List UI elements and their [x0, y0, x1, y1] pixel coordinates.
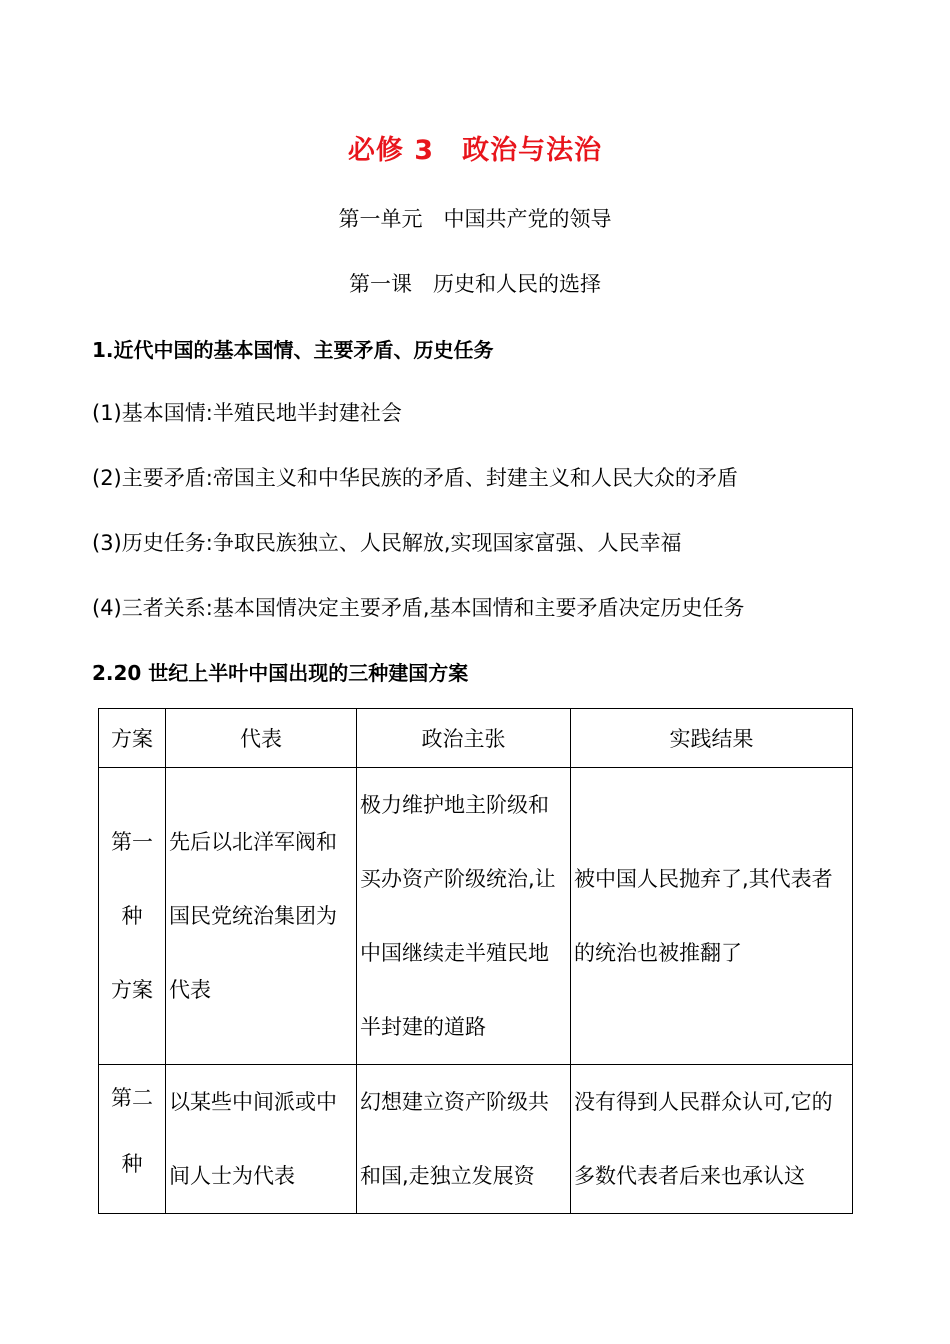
proposition-cell [357, 1065, 571, 1214]
list-item: (1)基本国情:半殖民地半封建社会 [92, 401, 402, 425]
section-heading-2: 2.20 世纪上半叶中国出现的三种建国方案 [92, 661, 469, 685]
header-cell-scheme: 方案 [99, 709, 166, 768]
table-header-row [99, 709, 853, 768]
unit-title: 第一单元 中国共产党的领导 [338, 207, 612, 231]
result-text: 没有得到人民群众认可,它的多数代表者后来也承认这 [574, 1090, 833, 1188]
list-item: (4)三者关系:基本国情决定主要矛盾,基本国情和主要矛盾决定历史任务 [92, 596, 745, 620]
header-cell-proposition: 政治主张 [357, 709, 571, 768]
scheme-text: 第一 种 方案 [111, 830, 153, 1002]
result-cell [571, 768, 853, 1065]
plans-table [98, 708, 853, 1214]
scheme-cell [99, 768, 166, 1065]
result-cell [571, 1065, 853, 1214]
scheme-text: 第二 种 [111, 1086, 153, 1176]
section-heading-1: 1.近代中国的基本国情、主要矛盾、历史任务 [92, 338, 494, 362]
representative-cell [166, 768, 357, 1065]
table-row [99, 1065, 853, 1214]
proposition-cell [357, 768, 571, 1065]
header-cell-representative: 代表 [166, 709, 357, 768]
representative-text: 以某些中间派或中间人士为代表 [169, 1090, 337, 1188]
lesson-title: 第一课 历史和人民的选择 [349, 272, 601, 296]
table-row [99, 768, 853, 1065]
proposition-text: 极力维护地主阶级和买办资产阶级统治,让中国继续走半殖民地半封建的道路 [360, 793, 556, 1039]
representative-text: 先后以北洋军阀和国民党统治集团为代表 [169, 830, 337, 1002]
result-text: 被中国人民抛弃了,其代表者的统治也被推翻了 [574, 867, 833, 965]
proposition-text: 幻想建立资产阶级共和国,走独立发展资 [360, 1090, 549, 1188]
list-item: (3)历史任务:争取民族独立、人民解放,实现国家富强、人民幸福 [92, 531, 682, 555]
representative-cell [166, 1065, 357, 1214]
scheme-cell [99, 1065, 166, 1214]
list-item: (2)主要矛盾:帝国主义和中华民族的矛盾、封建主义和人民大众的矛盾 [92, 466, 738, 490]
main-title: 必修 3 政治与法治 [347, 135, 603, 166]
header-cell-result: 实践结果 [571, 709, 853, 768]
